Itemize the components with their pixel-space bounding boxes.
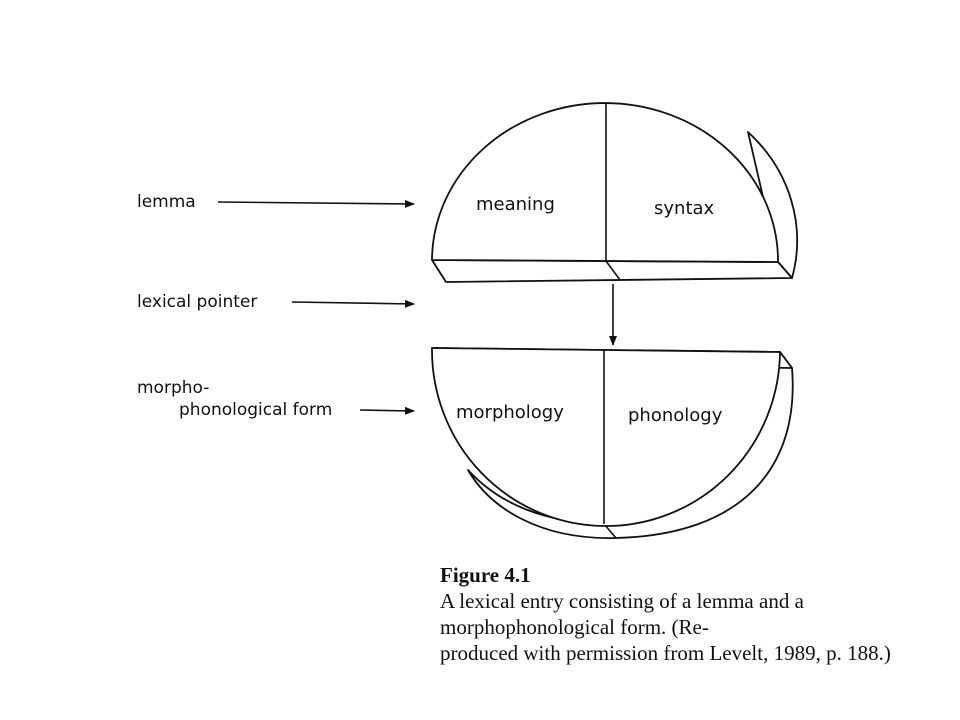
caption-title: Figure 4.1	[440, 563, 531, 587]
morpho-label-line2: phonological form	[179, 400, 333, 420]
lemma-disc-slab	[432, 260, 792, 282]
meaning-label: meaning	[476, 194, 555, 215]
form-disc	[432, 348, 793, 538]
lemma-arrow	[218, 202, 414, 204]
morphology-label: morphology	[456, 402, 564, 423]
morpho-form-arrow	[360, 410, 414, 411]
lemma-disc	[432, 103, 797, 282]
figure-caption	[440, 562, 940, 666]
morpho-label-line1: morpho-	[137, 378, 210, 398]
syntax-label: syntax	[654, 198, 715, 219]
caption-line-1: A lexical entry consisting of a lemma and a morphophonological form. (Re-	[440, 589, 804, 639]
caption-line-2: produced with permission from Levelt, 1989, p. 188.)	[440, 641, 891, 665]
lemma-disc-face	[432, 103, 778, 262]
lexical-pointer-label: lexical pointer	[137, 292, 258, 312]
phonology-label: phonology	[628, 405, 723, 426]
lexical-pointer-arrow	[292, 302, 414, 304]
lemma-label: lemma	[137, 192, 196, 212]
